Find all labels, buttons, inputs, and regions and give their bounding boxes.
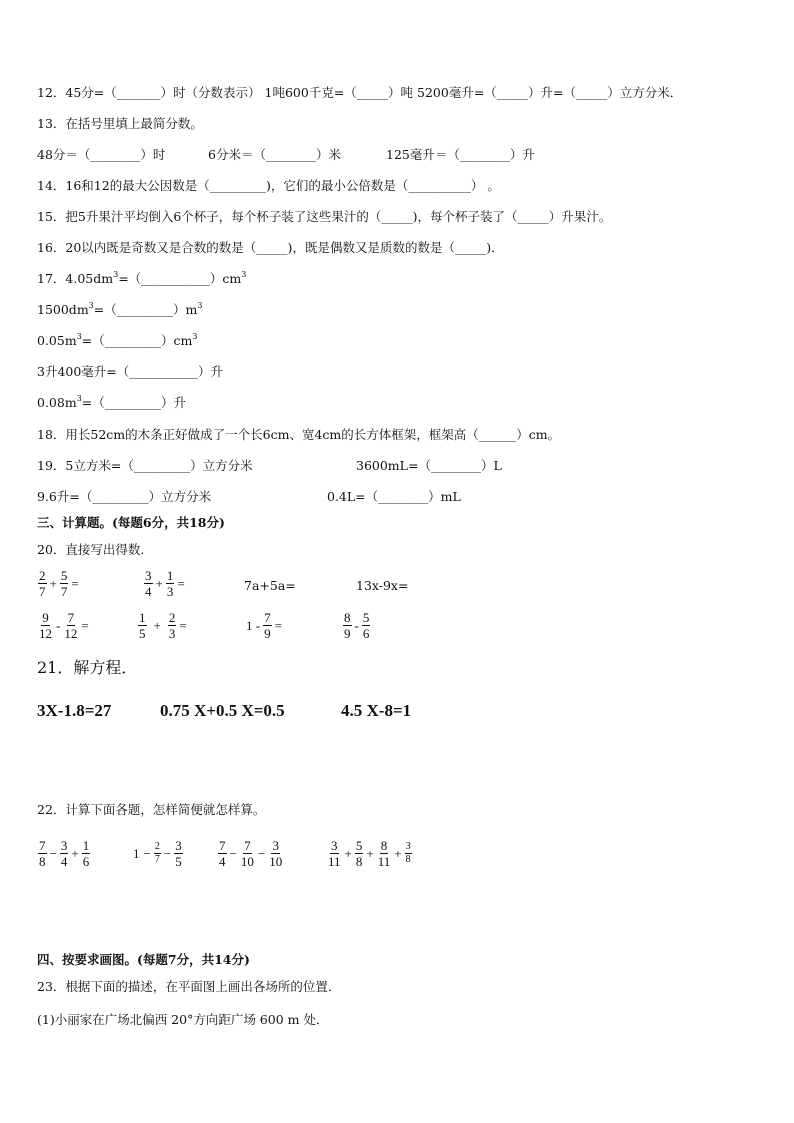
q21-equation-2: 0.75 X+0.5 X=0.5	[160, 701, 285, 720]
question-18: 18．用长52cm的木条正好做成了一个长6cm、宽4cm的长方体框架，框架高（______）cm。	[37, 427, 561, 442]
q20-expr-b: 3 4 + $\frac{1}{3}$ =	[145, 568, 185, 599]
q13-item-2: 6分米＝（________）米	[208, 147, 341, 162]
q21-equation-3: 4.5 X-8=1	[341, 701, 412, 720]
question-20: 20．直接写出得数．	[37, 542, 153, 557]
q13-item-1: 48分＝（________）时	[37, 147, 166, 162]
q22-expr-b: 1 − $\frac{2}{7}$ − $\frac{3}{5}$	[133, 838, 182, 869]
q20-expr-i: 8 9 - 5 6	[344, 610, 370, 641]
q20-expr-g: 1 5 + $\frac{2}{3}$ =	[139, 610, 187, 641]
q19-item-3: 9.6升=（_________）立方分米	[37, 489, 212, 504]
section-3-heading: 三、计算题。(每题6分，共18分)	[37, 515, 225, 530]
q20-expr-a: 2 7 + $\frac{5}{7}$ =	[39, 568, 79, 599]
question-14: 14．16和12的最大公因数是（_________)，它们的最小公倍数是（__________） 。	[37, 178, 500, 193]
q19-item-2: 3600mL=（________）L	[356, 458, 502, 473]
q23-part-1: (1)小丽家在广场北偏西 20°方向距广场 600 m 处．	[37, 1012, 329, 1027]
q22-expr-a: 7 8 − $\frac{3}{4}$ + $\frac{1}{6}$	[39, 838, 90, 869]
question-13: 13．在括号里填上最简分数。	[37, 116, 203, 131]
q20-expr-f: 1 - $\frac{7}{9}$ =	[246, 610, 282, 641]
q20-expr-d: 13x-9x=	[356, 578, 409, 593]
q17-line-3: $0.05m^3=(\_\_\_\_\_\_\_\_\_)cm^3$	[37, 332, 198, 348]
question-22: 22．计算下面各题，怎样简便就怎样算。	[37, 802, 266, 817]
q17-line-1: 17．$4.05dm^3=(\_\_\_\_\_\_\_\_\_\_\_)cm^3$	[37, 270, 247, 286]
q19-item-4: 0.4L=（________）mL	[327, 489, 461, 504]
q20-expr-c: 7a+5a=	[244, 578, 296, 593]
q13-item-3: 125毫升＝（________）升	[386, 147, 535, 162]
question-23: 23．根据下面的描述，在平面图上画出各场所的位置．	[37, 979, 341, 994]
q22-expr-c: 7 4 − $\frac{7}{10}$ − $\frac{3}{10}$	[219, 838, 283, 869]
q20-expr-e: 9 12 - $\frac{7}{12}$ =	[39, 610, 89, 641]
q17-line-4: 3升400毫升=（___________）升	[37, 364, 224, 379]
q17-line-5: $0.08m^3=(\_\_\_\_\_\_\_\_\_)$升	[37, 394, 187, 410]
question-12: 12．45分=（_______）时（分数表示） 1吨600千克=（_____）吨 5200毫升=（_____）升=（_____）立方分米．	[37, 85, 683, 100]
q19-item-1: 19．5立方米=（_________）立方分米	[37, 458, 253, 473]
question-16: 16．20以内既是奇数又是合数的数是（_____)，既是偶数又是质数的数是（_____)．	[37, 240, 504, 255]
q21-equation-1: 3X-1.8=27	[37, 701, 112, 720]
q17-line-2: $1500dm^3=(\_\_\_\_\_\_\_\_\_)m^3$	[37, 301, 203, 317]
q22-expr-d: 3 11 + $\frac{5}{8}$ + $\frac{8}{11}$ + $\frac{3}{8}$	[328, 838, 411, 869]
question-21: 21．解方程．	[37, 658, 138, 677]
question-15: 15．把5升果汁平均倒入6个杯子，每个杯子装了这些果汁的（_____)，每个杯子装了（_____）升果汁。	[37, 209, 612, 224]
section-4-heading: 四、按要求画图。(每题7分，共14分)	[37, 952, 250, 967]
